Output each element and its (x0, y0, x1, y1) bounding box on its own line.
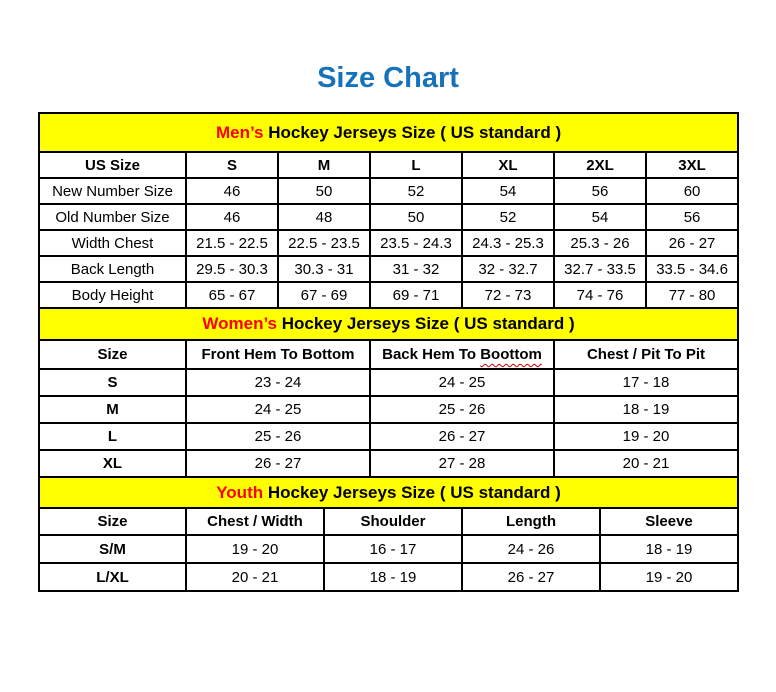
size-cell: 16 - 17 (324, 535, 462, 563)
size-cell: 24 - 25 (370, 369, 554, 396)
row-label: Width Chest (39, 230, 186, 256)
size-cell: 67 - 69 (278, 282, 370, 308)
size-cell: 26 - 27 (646, 230, 738, 256)
size-cell: 27 - 28 (370, 450, 554, 477)
womens-banner-row (39, 308, 738, 340)
size-cell: 18 - 19 (324, 563, 462, 591)
size-cell: 24.3 - 25.3 (462, 230, 554, 256)
size-cell: 48 (278, 204, 370, 230)
column-header-2xl: 2XL (554, 152, 646, 178)
row-label: Back Length (39, 256, 186, 282)
row-label: S/M (39, 535, 186, 563)
size-cell: 19 - 20 (600, 563, 738, 591)
column-header-m: M (278, 152, 370, 178)
size-cell: 54 (554, 204, 646, 230)
column-header-back-hem (370, 340, 554, 369)
size-cell: 69 - 71 (370, 282, 462, 308)
size-cell: 24 - 25 (186, 396, 370, 423)
column-header-xl: XL (462, 152, 554, 178)
size-cell: 74 - 76 (554, 282, 646, 308)
size-cell: 52 (462, 204, 554, 230)
size-cell: 23 - 24 (186, 369, 370, 396)
size-cell: 65 - 67 (186, 282, 278, 308)
size-cell: 52 (370, 178, 462, 204)
size-cell: 32 - 32.7 (462, 256, 554, 282)
size-cell: 21.5 - 22.5 (186, 230, 278, 256)
size-cell: 30.3 - 31 (278, 256, 370, 282)
row-label: Body Height (39, 282, 186, 308)
size-cell: 56 (554, 178, 646, 204)
row-label: S (39, 369, 186, 396)
table-row (39, 396, 738, 423)
mens-banner-text: Hockey Jerseys Size ( US standard ) (263, 122, 562, 142)
column-header-chest-width: Chest / Width (186, 508, 324, 535)
row-label: New Number Size (39, 178, 186, 204)
table-row (39, 423, 738, 450)
column-header-size: Size (39, 508, 186, 535)
size-cell: 22.5 - 23.5 (278, 230, 370, 256)
womens-size-table (38, 307, 739, 478)
size-chart-tables (38, 112, 737, 592)
table-row (39, 282, 738, 308)
size-cell: 25 - 26 (370, 396, 554, 423)
size-cell: 23.5 - 24.3 (370, 230, 462, 256)
size-cell: 26 - 27 (186, 450, 370, 477)
back-hem-misspelled-word: Boottom (480, 346, 542, 363)
column-header-l: L (370, 152, 462, 178)
size-cell: 26 - 27 (370, 423, 554, 450)
column-header-front-hem: Front Hem To Bottom (186, 340, 370, 369)
youth-banner (39, 477, 738, 508)
womens-banner-text: Hockey Jerseys Size ( US standard ) (277, 314, 575, 333)
row-label: XL (39, 450, 186, 477)
table-row (39, 450, 738, 477)
size-cell: 33.5 - 34.6 (646, 256, 738, 282)
column-header-chest-pit: Chest / Pit To Pit (554, 340, 738, 369)
size-cell: 46 (186, 178, 278, 204)
mens-size-table (38, 112, 739, 309)
size-cell: 25 - 26 (186, 423, 370, 450)
size-cell: 50 (370, 204, 462, 230)
size-cell: 18 - 19 (600, 535, 738, 563)
size-cell: 25.3 - 26 (554, 230, 646, 256)
youth-size-table (38, 476, 739, 592)
size-cell: 18 - 19 (554, 396, 738, 423)
column-header-shoulder: Shoulder (324, 508, 462, 535)
row-label: M (39, 396, 186, 423)
row-label: Old Number Size (39, 204, 186, 230)
youth-banner-highlight: Youth (216, 482, 264, 502)
back-hem-prefix: Back Hem To (382, 346, 481, 363)
table-row (39, 230, 738, 256)
column-header-sleeve: Sleeve (600, 508, 738, 535)
mens-banner-highlight: Men’s (215, 122, 264, 142)
size-cell: 19 - 20 (186, 535, 324, 563)
womens-banner-highlight: Women’s (202, 314, 277, 333)
size-cell: 17 - 18 (554, 369, 738, 396)
table-row (39, 178, 738, 204)
size-cell: 31 - 32 (370, 256, 462, 282)
youth-header-row (39, 508, 738, 535)
table-row (39, 256, 738, 282)
table-row (39, 369, 738, 396)
column-header-size: Size (39, 340, 186, 369)
size-cell: 72 - 73 (462, 282, 554, 308)
size-cell: 20 - 21 (554, 450, 738, 477)
size-cell: 20 - 21 (186, 563, 324, 591)
size-cell: 77 - 80 (646, 282, 738, 308)
mens-header-row (39, 152, 738, 178)
size-cell: 26 - 27 (462, 563, 600, 591)
column-header-s: S (186, 152, 278, 178)
table-row (39, 563, 738, 591)
size-cell: 24 - 26 (462, 535, 600, 563)
table-row (39, 535, 738, 563)
mens-banner-row (39, 113, 738, 152)
column-header-3xl: 3XL (646, 152, 738, 178)
size-cell: 54 (462, 178, 554, 204)
size-cell: 50 (278, 178, 370, 204)
column-header-length: Length (462, 508, 600, 535)
row-label: L/XL (39, 563, 186, 591)
size-cell: 60 (646, 178, 738, 204)
mens-banner (39, 113, 738, 152)
womens-header-row (39, 340, 738, 369)
size-cell: 19 - 20 (554, 423, 738, 450)
size-cell: 32.7 - 33.5 (554, 256, 646, 282)
size-cell: 46 (186, 204, 278, 230)
column-header-us-size: US Size (39, 152, 186, 178)
youth-banner-row (39, 477, 738, 508)
youth-banner-text: Hockey Jerseys Size ( US standard ) (263, 482, 561, 502)
row-label: L (39, 423, 186, 450)
table-row (39, 204, 738, 230)
size-cell: 56 (646, 204, 738, 230)
size-cell: 29.5 - 30.3 (186, 256, 278, 282)
womens-banner (39, 308, 738, 340)
page-title: Size Chart (317, 62, 459, 94)
